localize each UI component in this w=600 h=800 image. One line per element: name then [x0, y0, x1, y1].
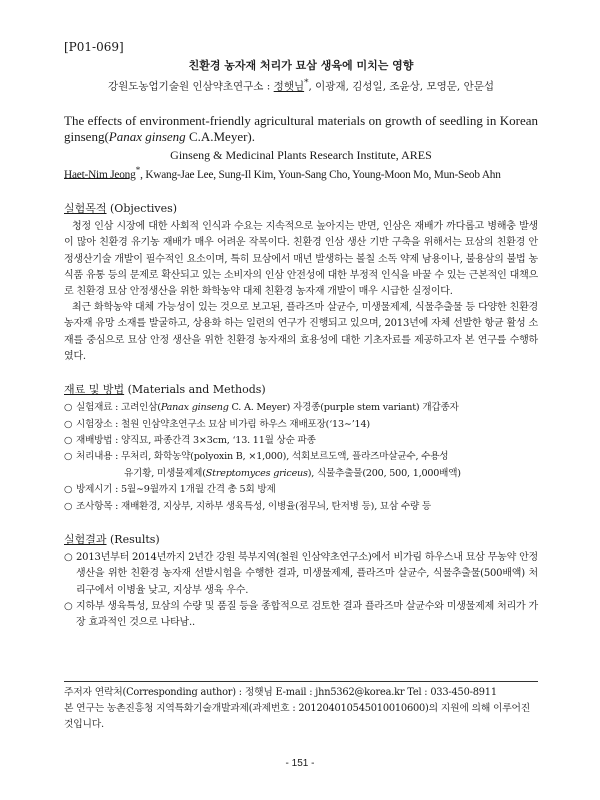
bullet-icon: ○: [64, 451, 73, 463]
abstract-page: [64, 40, 538, 631]
english-affiliation: Ginseng & Medicinal Plants Research Institute, ARES: [170, 147, 432, 162]
bullet-icon: ○: [64, 600, 73, 612]
footnote-divider: [64, 681, 538, 682]
korean-title: 친환경 농자재 처리가 묘삼 생육에 미치는 영향: [188, 59, 414, 72]
objectives-paragraph: 청정 인삼 시장에 대한 사회적 인식과 수요는 지속적으로 높아지는 반면, 인삼은 재배가 까다롭고 병해충 발생이 많아 친환경 유기농 재배가 매우 어려운 작목이다. 친환경 인삼 생산 기반 구축을 위해서는 묘삼의 친환경 안정생산기술 개발이 필수적인 요소이며, 특히 묘삼에서 매년 발생하는 볼칠 소독 약제 남용이나, 불용삼의 불법 농식품 유통 등의 문제로 확산되고 있는 소비자의 인삼 안전성에 대한 부정적 인식을 바꿀 수 있는 근본적인 대책으로 친환경 묘삼 안정생산을 위한 화학농약 대체 친환경 농자재 개발이 매우 시급한 실정이다.: [64, 221, 538, 298]
english-coauthors: , Kwang-Jae Lee, Sung-Il Kim, Youn-Sang Cho, Young-Moon Mo, Mun-Seob Ahn: [140, 168, 501, 181]
results-list: [64, 550, 538, 631]
methods-heading: 재료 및 방법 (Materials and Methods): [64, 383, 266, 397]
korean-authors: [64, 78, 538, 94]
objectives-paragraph: 최근 화학농약 대체 가능성이 있는 것으로 보고된, 플라즈마 살균수, 미생물제제, 식물추출물 등 다양한 친환경 농자재 유망 소재를 발굴하고, 상용화 하는 일련의 연구가 진행되고 있으며, 2013년에 자체 선발한 항균 활성 소재를 중심으로 묘삼 안정 생산을 위한 친환경 농자재의 효용성에 대한 기초자료를 제공하고자 본 연구를 수행하였다.: [64, 302, 538, 362]
objectives-heading: 실험목적 (Objectives): [64, 202, 178, 216]
list-item: ○ 지하부 생육특성, 묘삼의 수량 및 품질 등을 종합적으로 검토한 결과 플라즈마 살균수와 미생물제제 처리가 가장 효과적인 것으로 나타남..: [64, 600, 538, 629]
list-item: ○ 시험장소 : 철원 인삼약초연구소 묘삼 비가림 하우스 재배포장(‘13∼’14): [64, 417, 538, 433]
methods-list: [64, 400, 538, 515]
list-item: ○ 방제시기 : 5월∼9월까지 1개월 간격 총 5회 방제: [64, 482, 538, 498]
page-number: - 151 -: [285, 758, 315, 769]
bullet-icon: ○: [64, 500, 73, 512]
footnote-area: [64, 681, 538, 733]
corresponding-mark: *: [135, 165, 141, 176]
english-authors: [64, 166, 538, 181]
korean-coauthors: , 이광재, 김성일, 조윤상, 모영문, 안문섭: [308, 80, 495, 93]
korean-lead-author: 정햇님: [273, 80, 305, 93]
english-title: The effects of environment-friendly agricultural materials on growth of seedling in Korean ginseng(Panax ginseng C.A.Meyer).: [64, 112, 538, 144]
list-item: ○ 실험재료 : 고려인삼(Panax ginseng C. A. Meyer) 자경종(purple stem variant) 개갑종자: [64, 400, 538, 416]
bullet-icon: ○: [64, 402, 73, 414]
list-item: ○ 조사항목 : 재배환경, 지상부, 지하부 생육특성, 이병율(점무늬, 탄저병 등), 묘삼 수량 등: [64, 499, 538, 515]
bullet-icon: ○: [64, 434, 73, 446]
corresponding-mark: *: [304, 78, 309, 88]
list-item: ○ 2013년부터 2014년까지 2년간 강원 북부지역(철원 인삼약초연구소)에서 비가림 하우스내 묘삼 무농약 안정생산을 위한 친환경 농자재 선발시험을 수행한 결과, 미생물제제, 플라즈마 살균수, 식물추출물(500배액) 처리구에서 이병율 낮고, 지상부 생육 우수.: [64, 551, 538, 596]
english-lead-author: Haet-Nim Jeong: [64, 168, 136, 181]
bullet-icon: ○: [64, 551, 73, 563]
results-heading: 실험결과 (Results): [64, 532, 160, 546]
corresponding-author-note: 주저자 연락처(Corresponding author) : 정햇님 E-mail : jhn5362@korea.kr Tel : 033-450-8911: [64, 687, 497, 698]
bullet-icon: ○: [64, 484, 73, 496]
abstract-code: [P01-069]: [64, 40, 124, 54]
bullet-icon: ○: [64, 418, 73, 430]
species-name: Panax ginseng: [108, 128, 186, 144]
list-item: ○ 재배방법 : 양직묘, 파종간격 3×3cm, ‘13. 11월 상순 파종: [64, 433, 538, 449]
korean-affiliation: 강원도농업기술원 인삼약초연구소 :: [107, 80, 274, 93]
funding-note: 본 연구는 농촌진흥청 지역특화기술개발과제(과제번호 : 201204010545010010600)의 지원에 의해 이루어진 것입니다.: [64, 703, 531, 730]
list-item: ○ 처리내용 : 무처리, 화학농약(polyoxin B, ×1,000), 석회보르도액, 플라즈마살균수, 수용성 유기황, 미생물제제(Streptomyces griceus), 식물추출물(200, 500, 1,000배액): [64, 451, 461, 479]
